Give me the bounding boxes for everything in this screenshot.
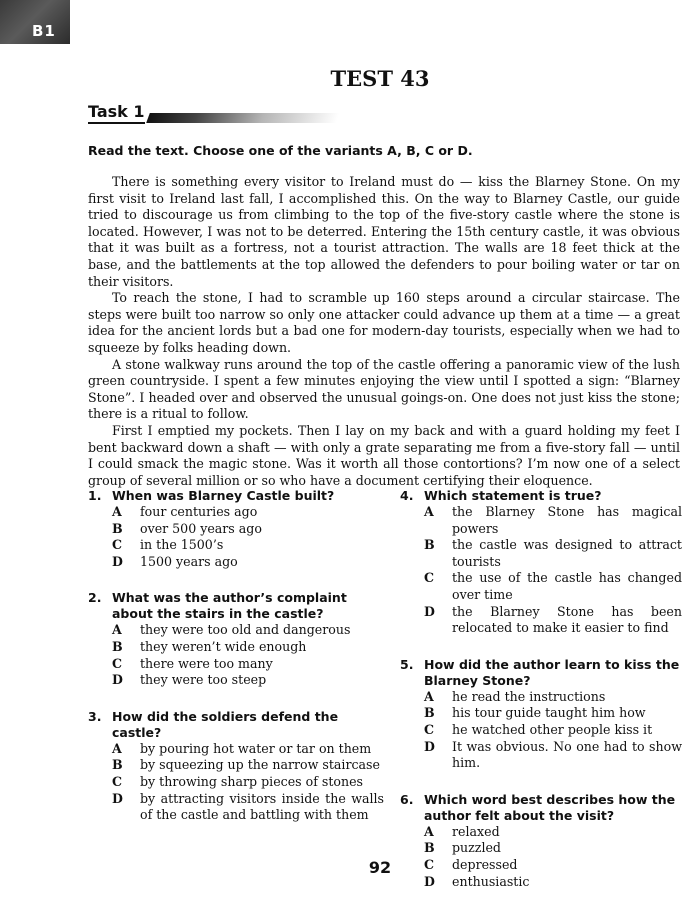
question-heading xyxy=(400,657,682,689)
option-text: the Blarney Stone has magical powers xyxy=(452,504,682,536)
option-text: there were too many xyxy=(140,655,273,671)
option-letter: C xyxy=(112,773,123,789)
option-letter: D xyxy=(112,672,123,688)
option-text: by throwing sharp pieces of stones xyxy=(140,773,363,789)
option-letter: A xyxy=(112,622,122,638)
option-text: the use of the castle has changed over time xyxy=(452,570,682,602)
option-letter: D xyxy=(424,603,435,619)
level-badge xyxy=(0,0,70,44)
option-letter: B xyxy=(424,705,435,721)
option-letter: A xyxy=(112,504,122,519)
option-text: It was obvious. No one had to show him. xyxy=(452,738,682,771)
answer-option[interactable] xyxy=(424,689,682,706)
question-number: 1. xyxy=(88,488,102,503)
option-text: by pouring hot water or tar on them xyxy=(140,740,372,756)
question-heading xyxy=(88,709,384,741)
option-text: he watched other people kiss it xyxy=(452,721,653,737)
option-letter: A xyxy=(112,740,122,756)
page-title: TEST 43 xyxy=(330,66,430,91)
question-item xyxy=(88,488,384,570)
option-text: depressed xyxy=(452,856,518,872)
option-text: he read the instructions xyxy=(452,688,606,704)
answer-option[interactable] xyxy=(112,774,384,791)
option-text: puzzled xyxy=(452,840,501,856)
option-letter: D xyxy=(112,553,123,569)
answer-option[interactable] xyxy=(112,504,384,521)
passage-paragraph: First I emptied my pockets. Then I lay on my back and with a guard holding my feet I bent backward down a shaft — with only a grate separating me from a five-story fall — until I could smack the magic stone. Was it worth all those contortions? I’m now one of a select group of several million or so who have a document certifying their eloquence. xyxy=(88,422,680,488)
reading-passage xyxy=(88,174,680,489)
task-instruction: Read the text. Choose one of the variants A, B, C or D. xyxy=(88,143,473,158)
question-item xyxy=(88,709,384,824)
passage-paragraph: To reach the stone, I had to scramble up 160 steps around a circular staircase. The steps were built too narrow so only one attacker could advance up them at a time — a great idea for the ancient lords but a bad one for modern-day tourists, especially when we had to squeeze by folks heading down. xyxy=(88,290,680,355)
question-text: How did the soldiers defend the castle? xyxy=(112,708,339,740)
question-text: What was the author’s complaint about the stairs in the castle? xyxy=(112,590,347,622)
answer-option[interactable] xyxy=(424,570,682,603)
level-badge-label: B1 xyxy=(32,22,56,40)
answer-option[interactable] xyxy=(424,739,682,772)
answer-option[interactable] xyxy=(424,705,682,722)
option-text: by squeezing up the narrow staircase xyxy=(140,757,380,773)
option-letter: C xyxy=(424,856,435,872)
option-letter: C xyxy=(424,570,435,586)
option-text: his tour guide taught him how xyxy=(452,705,646,721)
question-number: 6. xyxy=(400,791,414,807)
answer-option[interactable] xyxy=(112,554,384,571)
option-letter: B xyxy=(424,537,435,553)
question-number: 2. xyxy=(88,590,102,606)
brush-stroke-decoration xyxy=(146,113,340,123)
option-text: 1500 years ago xyxy=(140,553,238,569)
answer-option[interactable] xyxy=(112,521,384,538)
question-item xyxy=(88,590,384,688)
task-heading xyxy=(88,102,145,124)
question-number: 4. xyxy=(400,488,414,503)
task-label: Task 1 xyxy=(88,102,145,124)
option-letter: B xyxy=(112,757,123,773)
option-letter: A xyxy=(424,688,434,704)
question-item xyxy=(400,657,682,772)
option-text: over 500 years ago xyxy=(140,520,262,536)
option-letter: C xyxy=(424,721,435,737)
answer-option[interactable] xyxy=(424,722,682,739)
option-text: relaxed xyxy=(452,823,500,839)
question-text: How did the author learn to kiss the Blarney Stone? xyxy=(424,656,680,688)
option-text: the castle was designed to attract tourists xyxy=(452,537,682,569)
option-letter: D xyxy=(424,738,435,754)
option-letter: C xyxy=(112,537,123,553)
answer-option[interactable] xyxy=(424,537,682,570)
option-text: the Blarney Stone has been relocated to make it easier to find xyxy=(452,603,682,636)
question-text: Which word best describes how the author felt about the visit? xyxy=(424,791,676,823)
option-letter: D xyxy=(424,873,435,889)
question-number: 3. xyxy=(88,708,102,724)
answer-option[interactable] xyxy=(112,741,384,758)
question-text: When was Blarney Castle built? xyxy=(112,488,335,503)
question-number: 5. xyxy=(400,656,414,672)
questions-right-column xyxy=(400,488,682,910)
questions-left-column xyxy=(88,488,384,844)
option-text: four centuries ago xyxy=(140,504,258,519)
option-letter: C xyxy=(112,655,123,671)
option-text: by attracting visitors inside the walls of the castle and battling with them xyxy=(140,790,384,823)
question-heading xyxy=(400,488,682,504)
option-text: they were too old and dangerous xyxy=(140,622,351,638)
answer-option[interactable] xyxy=(424,604,682,637)
option-text: in the 1500’s xyxy=(140,537,224,553)
passage-paragraph: There is something every visitor to Ireland must do — kiss the Blarney Stone. On my first visit to Ireland last fall, I accomplished this. On the way to Blarney Castle, our guide tried to discourage us from climbing to the top of the five-story castle where the stone is located. However, I was not to be deterred. Entering the 15th century castle, it was obvious that it was built as a fortress, not a tourist attraction. The walls are 18 feet thick at the base, and the battlements at the top allowed the defenders to pour boiling water or tar on their visitors. xyxy=(88,174,680,289)
option-letter: A xyxy=(424,504,434,519)
answer-option[interactable] xyxy=(112,639,384,656)
option-text: they weren’t wide enough xyxy=(140,638,307,654)
question-text: Which statement is true? xyxy=(424,488,602,503)
answer-option[interactable] xyxy=(424,504,682,537)
option-text: they were too steep xyxy=(140,672,267,688)
option-letter: B xyxy=(424,840,435,856)
option-letter: B xyxy=(112,520,123,536)
answer-option[interactable] xyxy=(112,656,384,673)
answer-option[interactable] xyxy=(112,672,384,689)
question-heading xyxy=(88,488,384,504)
question-item xyxy=(400,488,682,637)
option-letter: B xyxy=(112,638,123,654)
answer-option[interactable] xyxy=(112,757,384,774)
passage-paragraph: A stone walkway runs around the top of the castle offering a panoramic view of the lush green countryside. I spent a few minutes enjoying the view until I spotted a sign: “Blarney Stone”. I headed over and observed the unusual goings-on. One does not just kiss the stone; there is a ritual to follow. xyxy=(88,356,680,422)
option-letter: D xyxy=(112,790,123,806)
answer-option[interactable] xyxy=(424,824,682,841)
question-heading xyxy=(88,590,384,622)
answer-option[interactable] xyxy=(112,622,384,639)
answer-option[interactable] xyxy=(112,791,384,824)
option-text: enthusiastic xyxy=(452,873,530,889)
answer-option[interactable] xyxy=(424,840,682,857)
option-letter: A xyxy=(424,823,434,839)
question-heading xyxy=(400,792,682,824)
answer-option[interactable] xyxy=(112,537,384,554)
page-number: 92 xyxy=(368,858,392,877)
